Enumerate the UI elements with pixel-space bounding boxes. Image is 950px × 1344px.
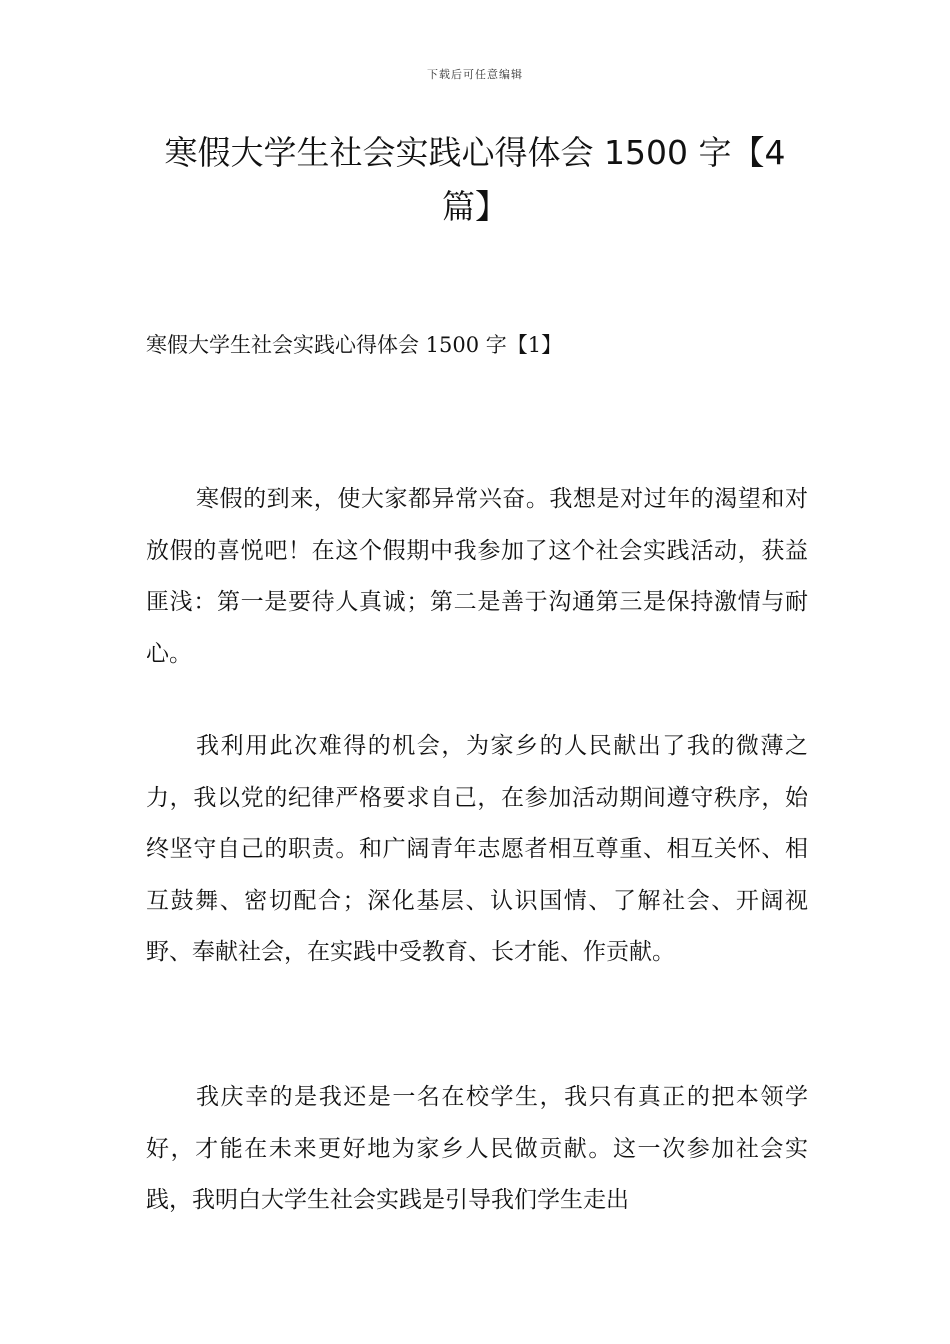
body-paragraph-2: 我利用此次难得的机会，为家乡的人民献出了我的微薄之力，我以党的纪律严格要求自己，在参加活动期间遵守秩序，始终坚守自己的职责。和广阔青年志愿者相互尊重、相互关怀、相互鼓舞、密切配合；深化基层、认识国情、了解社会、开阔视野、奉献社会，在实践中受教育、长才能、作贡献。 [146, 733, 808, 965]
document-title: 寒假大学生社会实践心得体会 1500 字【4 篇】 [164, 133, 786, 226]
section-heading: 寒假大学生社会实践心得体会 1500 字【1】 [146, 333, 563, 357]
body-paragraph-3: 我庆幸的是我还是一名在校学生，我只有真正的把本领学好，才能在未来更好地为家乡人民做贡献。这一次参加社会实践，我明白大学生社会实践是引导我们学生走出 [146, 1084, 808, 1213]
body-paragraph-1: 寒假的到来，使大家都异常兴奋。我想是对过年的渴望和对放假的喜悦吧！在这个假期中我参加了这个社会实践活动，获益匪浅：第一是要待人真诚；第二是善于沟通第三是保持激情与耐心。 [146, 486, 808, 667]
header-note: 下载后可任意编辑 [427, 68, 523, 81]
